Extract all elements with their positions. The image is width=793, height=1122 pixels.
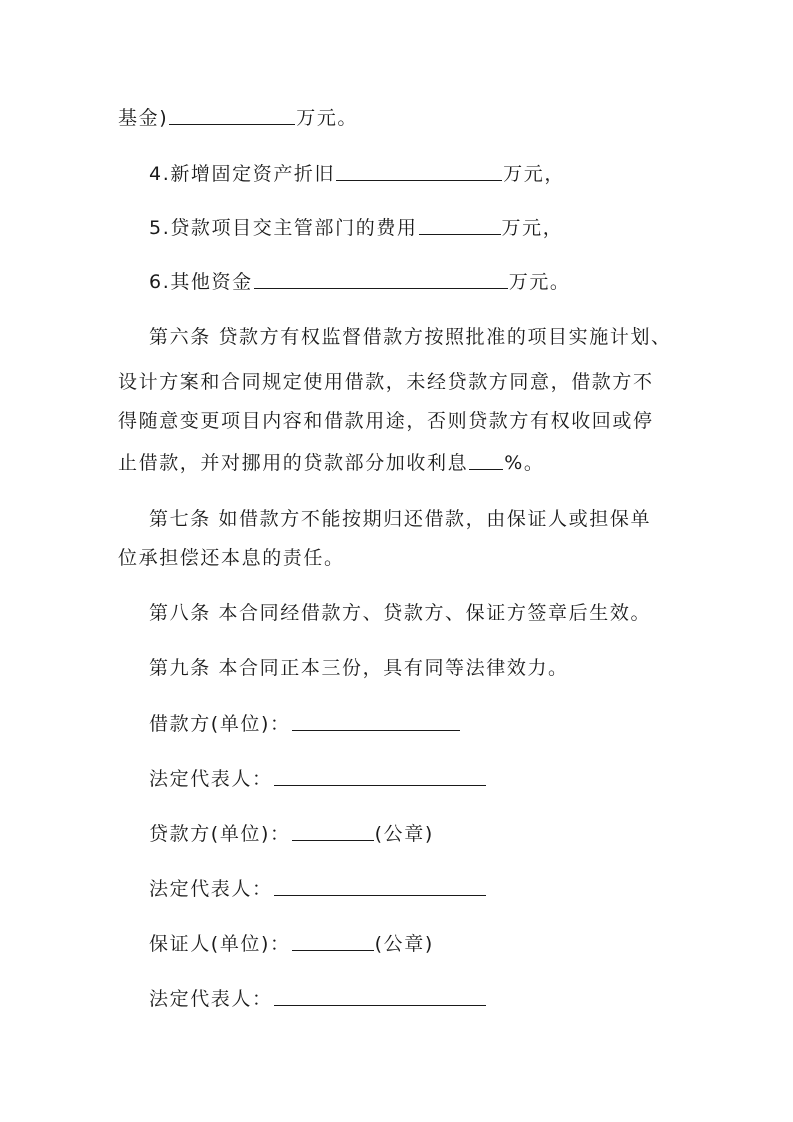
lender-rep-line xyxy=(149,875,719,903)
borrower-signature-line xyxy=(149,710,719,738)
guarantor-rep-blank xyxy=(274,985,486,1006)
article-6-line-1: 第六条 贷款方有权监督借款方按照批准的项目实施计划、 xyxy=(149,326,672,348)
fund-unit: 万元。 xyxy=(296,107,359,129)
guarantor-rep-line xyxy=(149,985,719,1013)
borrower-label: 借款方(单位)： xyxy=(149,713,291,735)
other-funds-label: 6.其他资金 xyxy=(149,271,253,293)
depreciation-blank xyxy=(336,160,502,181)
guarantor-label: 保证人(单位)： xyxy=(149,933,291,955)
fees-blank xyxy=(419,214,501,235)
fees-unit: 万元， xyxy=(501,217,564,239)
lender-rep-blank xyxy=(274,875,486,896)
lender-label: 贷款方(单位)： xyxy=(149,823,291,845)
fund-blank xyxy=(169,104,295,125)
other-funds-blank xyxy=(254,268,508,289)
fund-label: 基金) xyxy=(118,107,169,129)
other-funds-unit: 万元。 xyxy=(508,271,571,293)
borrower-rep-line xyxy=(149,765,719,793)
depreciation-unit: 万元， xyxy=(503,163,565,185)
article-9: 第九条 本合同正本三份，具有同等法律效力。 xyxy=(149,657,569,679)
interest-blank xyxy=(469,449,503,470)
article-6-line-3: 得随意变更项目内容和借款用途，否则贷款方有权收回或停 xyxy=(118,410,654,432)
borrower-blank xyxy=(292,710,460,731)
depreciation-label: 4.新增固定资产折旧 xyxy=(149,163,336,185)
fund-line xyxy=(118,104,688,132)
guarantor-seal: (公章) xyxy=(374,933,434,955)
other-funds-line xyxy=(149,268,719,296)
lender-signature-line xyxy=(149,820,719,848)
article-8: 第八条 本合同经借款方、贷款方、保证方签章后生效。 xyxy=(149,602,652,624)
article-7-line-1: 第七条 如借款方不能按期归还借款，由保证人或担保单 xyxy=(149,508,652,530)
article-7-line-2: 位承担偿还本息的责任。 xyxy=(118,547,345,569)
guarantor-rep-label: 法定代表人： xyxy=(149,988,273,1010)
depreciation-line xyxy=(149,160,719,188)
fees-line xyxy=(149,214,719,242)
article-6-line-2: 设计方案和合同规定使用借款，未经贷款方同意，借款方不 xyxy=(118,371,654,393)
lender-blank xyxy=(292,820,374,841)
interest-label: 止借款，并对挪用的贷款部分加收利息 xyxy=(118,452,469,474)
lender-seal: (公章) xyxy=(374,823,434,845)
guarantor-blank xyxy=(292,930,374,951)
fees-label: 5.贷款项目交主管部门的费用 xyxy=(149,217,418,239)
lender-rep-label: 法定代表人： xyxy=(149,878,273,900)
interest-unit: %。 xyxy=(504,452,545,474)
guarantor-signature-line xyxy=(149,930,719,958)
borrower-rep-label: 法定代表人： xyxy=(149,768,273,790)
article-6-line-4 xyxy=(118,449,688,477)
borrower-rep-blank xyxy=(274,765,486,786)
